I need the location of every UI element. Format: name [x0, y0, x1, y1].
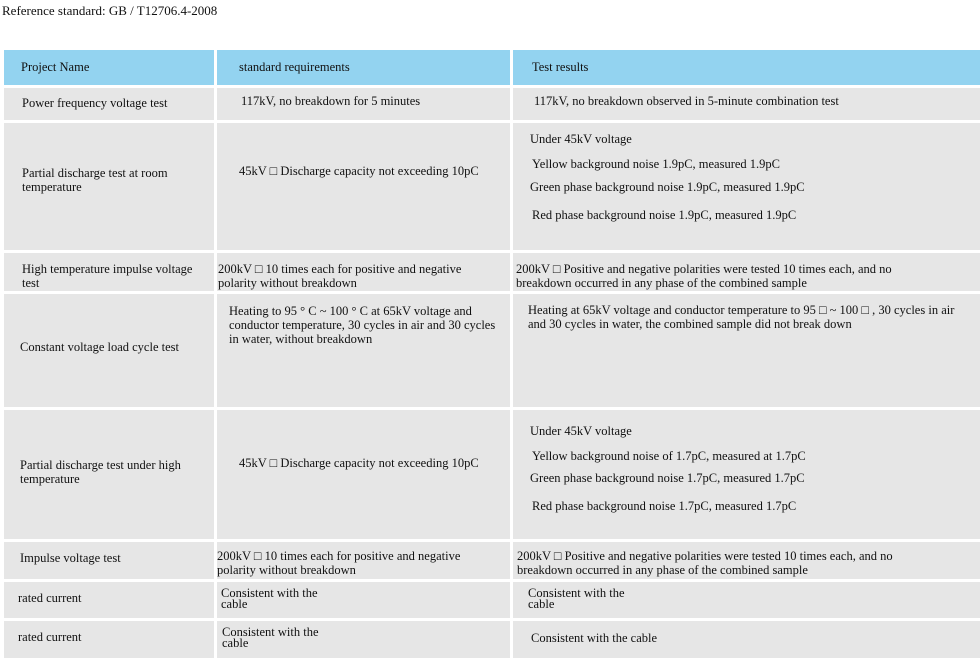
results-cell: [513, 410, 980, 539]
result-text: 200kV □ Positive and negative polarities were tested 10 times each, and no breakdown occurred in any phase of the combined sample: [517, 549, 893, 577]
test-results-table: [4, 50, 980, 661]
standard-cell: [217, 253, 510, 291]
results-cell: [513, 88, 980, 120]
project-name: Partial discharge test at room temperature: [22, 166, 168, 194]
results-cell: [513, 621, 980, 658]
results-cell: [513, 542, 980, 579]
standard-cell: [217, 582, 510, 618]
standard-text: 117kV, no breakdown for 5 minutes: [241, 94, 421, 108]
project-name: Power frequency voltage test: [22, 96, 168, 110]
standard-cell: [217, 621, 510, 658]
standard-text: Consistent with the cable: [222, 625, 319, 650]
result-text: Consistent with the cable: [531, 631, 658, 645]
table-row: [4, 542, 980, 579]
project-cell: [4, 294, 214, 407]
result-line: Green phase background noise 1.9pC, measured 1.9pC: [530, 180, 805, 194]
result-line: Green phase background noise 1.7pC, measured 1.7pC: [530, 471, 805, 485]
header-cell-standard: [217, 50, 510, 85]
table-header-row: [4, 50, 980, 85]
standard-text: 45kV □ Discharge capacity not exceeding 10pC: [239, 164, 479, 178]
standard-cell: [217, 88, 510, 120]
standard-cell: [217, 542, 510, 579]
header-standard-label: standard requirements: [239, 60, 350, 74]
project-name: rated current: [18, 591, 82, 605]
header-cell-project: [4, 50, 214, 85]
results-cell: [513, 123, 980, 250]
result-text: Consistent with the cable: [528, 586, 625, 611]
results-cell: [513, 582, 980, 618]
standard-text: 200kV □ 10 times each for positive and negative polarity without breakdown: [217, 549, 461, 577]
result-text: Heating at 65kV voltage and conductor temperature to 95 □ ~ 100 □ , 30 cycles in air and 30 cycles in water, the combined sample did not break down: [528, 303, 955, 331]
result-line: Under 45kV voltage: [530, 132, 632, 146]
standard-cell: [217, 410, 510, 539]
table-row: [4, 123, 980, 250]
standard-text: Heating to 95 ° C ~ 100 ° C at 65kV voltage and conductor temperature, 30 cycles in air and 30 cycles in water, without breakdown: [229, 304, 496, 346]
table-row: [4, 88, 980, 120]
table-row: [4, 410, 980, 539]
result-text: 117kV, no breakdown observed in 5-minute combination test: [534, 94, 839, 108]
table-row: [4, 582, 980, 618]
reference-standard: Reference standard: GB / T12706.4-2008: [2, 3, 218, 18]
project-name: High temperature impulse voltage test: [22, 262, 193, 290]
project-cell: [4, 542, 214, 579]
project-name: Constant voltage load cycle test: [20, 340, 179, 354]
result-line: Yellow background noise 1.9pC, measured 1.9pC: [532, 157, 781, 171]
project-name: rated current: [18, 630, 82, 644]
standard-cell: [217, 294, 510, 407]
project-cell: [4, 88, 214, 120]
header-project-label: Project Name: [21, 60, 90, 74]
result-line: Red phase background noise 1.9pC, measured 1.9pC: [532, 208, 797, 222]
project-cell: [4, 123, 214, 250]
standard-text: Consistent with the cable: [221, 586, 318, 611]
result-line: Under 45kV voltage: [530, 424, 632, 438]
result-text: 200kV □ Positive and negative polarities were tested 10 times each, and no breakdown occurred in any phase of the combined sample: [516, 262, 892, 290]
project-name: Impulse voltage test: [20, 551, 121, 565]
standard-cell: [217, 123, 510, 250]
standard-text: 45kV □ Discharge capacity not exceeding 10pC: [239, 456, 479, 470]
project-cell: [4, 621, 214, 658]
results-cell: [513, 253, 980, 291]
result-line: Yellow background noise of 1.7pC, measured at 1.7pC: [532, 449, 806, 463]
project-cell: [4, 410, 214, 539]
result-line: Red phase background noise 1.7pC, measured 1.7pC: [532, 499, 797, 513]
project-name: Partial discharge test under high temperature: [20, 458, 181, 486]
results-cell: [513, 294, 980, 407]
table-row: [4, 294, 980, 407]
header-cell-results: [513, 50, 980, 85]
project-cell: [4, 253, 214, 291]
project-cell: [4, 582, 214, 618]
table-row: [4, 621, 980, 658]
header-results-label: Test results: [532, 60, 589, 74]
standard-text: 200kV □ 10 times each for positive and negative polarity without breakdown: [218, 262, 462, 290]
table-row: [4, 253, 980, 291]
